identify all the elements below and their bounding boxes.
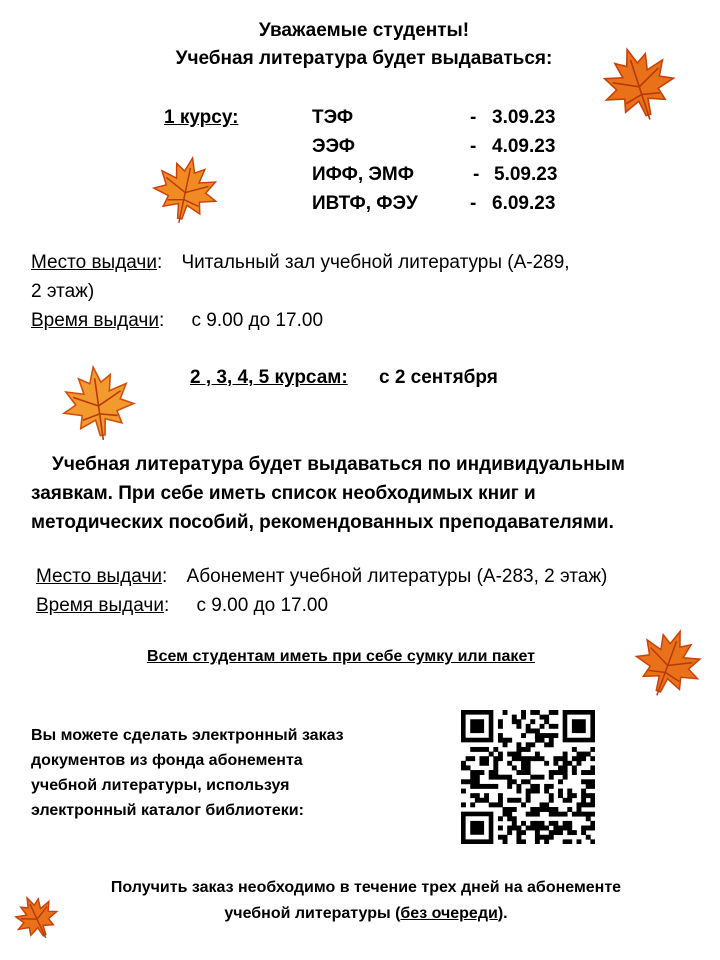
place-1-colon: : bbox=[156, 252, 163, 273]
place-2-label: Место выдачи bbox=[36, 566, 162, 587]
maple-leaf-icon bbox=[632, 622, 706, 702]
schedule-faculty: ИФФ, ЭМФ bbox=[312, 164, 414, 185]
footer-line-2 bbox=[0, 900, 720, 927]
info-line-3: методических пособий, рекомендованных преподавателями. bbox=[31, 512, 614, 533]
ecatalog-line-4: электронный каталог библиотеки: bbox=[31, 802, 304, 819]
schedule-faculty: ИВТФ, ФЭУ bbox=[312, 193, 418, 214]
schedule-date: 5.09.23 bbox=[494, 164, 558, 185]
time-2-row bbox=[36, 591, 328, 621]
footer-suffix: ). bbox=[497, 905, 508, 922]
place-2-value: Абонемент учебной литературы (А-283, 2 этаж) bbox=[186, 566, 608, 587]
info-line-2: заявкам. При себе иметь список необходимых книг и bbox=[31, 483, 536, 504]
time-2-label: Время выдачи bbox=[36, 595, 164, 616]
footer-line-1: Получить заказ необходимо в течение трех дней на абонементе bbox=[110, 879, 622, 896]
schedule-dash: - bbox=[473, 164, 480, 185]
time-1-row bbox=[31, 306, 323, 336]
time-1-value: с 9.00 до 17.00 bbox=[191, 310, 324, 331]
place-2-colon: : bbox=[161, 566, 168, 587]
time-2-value: с 9.00 до 17.00 bbox=[196, 595, 329, 616]
ecatalog-line-3: учебной литературы, используя bbox=[31, 777, 290, 794]
footer-no-queue: без очереди bbox=[400, 905, 498, 922]
heading-line-1: Уважаемые студенты! bbox=[258, 20, 470, 41]
place-1-value: Читальный зал учебной литературы (А-289, bbox=[181, 252, 570, 273]
maple-leaf-icon bbox=[58, 362, 138, 442]
other-years-row bbox=[190, 367, 498, 389]
footer-prefix: учебной литературы ( bbox=[224, 905, 401, 922]
maple-leaf-icon bbox=[150, 150, 222, 228]
time-1-label: Время выдачи bbox=[31, 310, 159, 331]
place-1-row bbox=[31, 248, 570, 278]
schedule-faculty: ЭЭФ bbox=[312, 136, 356, 157]
schedule-dash: - bbox=[470, 136, 477, 157]
time-1-colon: : bbox=[158, 310, 165, 331]
ecatalog-line-1: Вы можете сделать электронный заказ bbox=[31, 727, 344, 744]
schedule-date: 6.09.23 bbox=[492, 193, 556, 214]
maple-leaf-icon bbox=[12, 892, 60, 942]
first-year-label: 1 курсу: bbox=[164, 107, 239, 128]
schedule-date: 4.09.23 bbox=[492, 136, 556, 157]
heading-line-2: Учебная литература будет выдаваться: bbox=[175, 48, 553, 69]
bag-notice: Всем студентам иметь при себе сумку или пакет bbox=[147, 648, 535, 665]
maple-leaf-icon bbox=[598, 40, 678, 126]
place-1-value-line-2: 2 этаж) bbox=[31, 281, 95, 302]
schedule-date: 3.09.23 bbox=[492, 107, 556, 128]
place-2-row bbox=[36, 562, 607, 592]
place-1-label: Место выдачи bbox=[31, 252, 157, 273]
schedule-faculty: ТЭФ bbox=[312, 107, 354, 128]
time-2-colon: : bbox=[163, 595, 170, 616]
info-line-1: Учебная литература будет выдаваться по индивидуальным bbox=[52, 454, 625, 475]
schedule-dash: - bbox=[470, 193, 477, 214]
other-years-label: 2 , 3, 4, 5 курсам: bbox=[190, 367, 348, 388]
other-years-value: с 2 сентября bbox=[378, 367, 498, 388]
qr-code[interactable] bbox=[461, 710, 595, 844]
schedule-dash: - bbox=[470, 107, 477, 128]
ecatalog-line-2: документов из фонда абонемента bbox=[31, 752, 303, 769]
